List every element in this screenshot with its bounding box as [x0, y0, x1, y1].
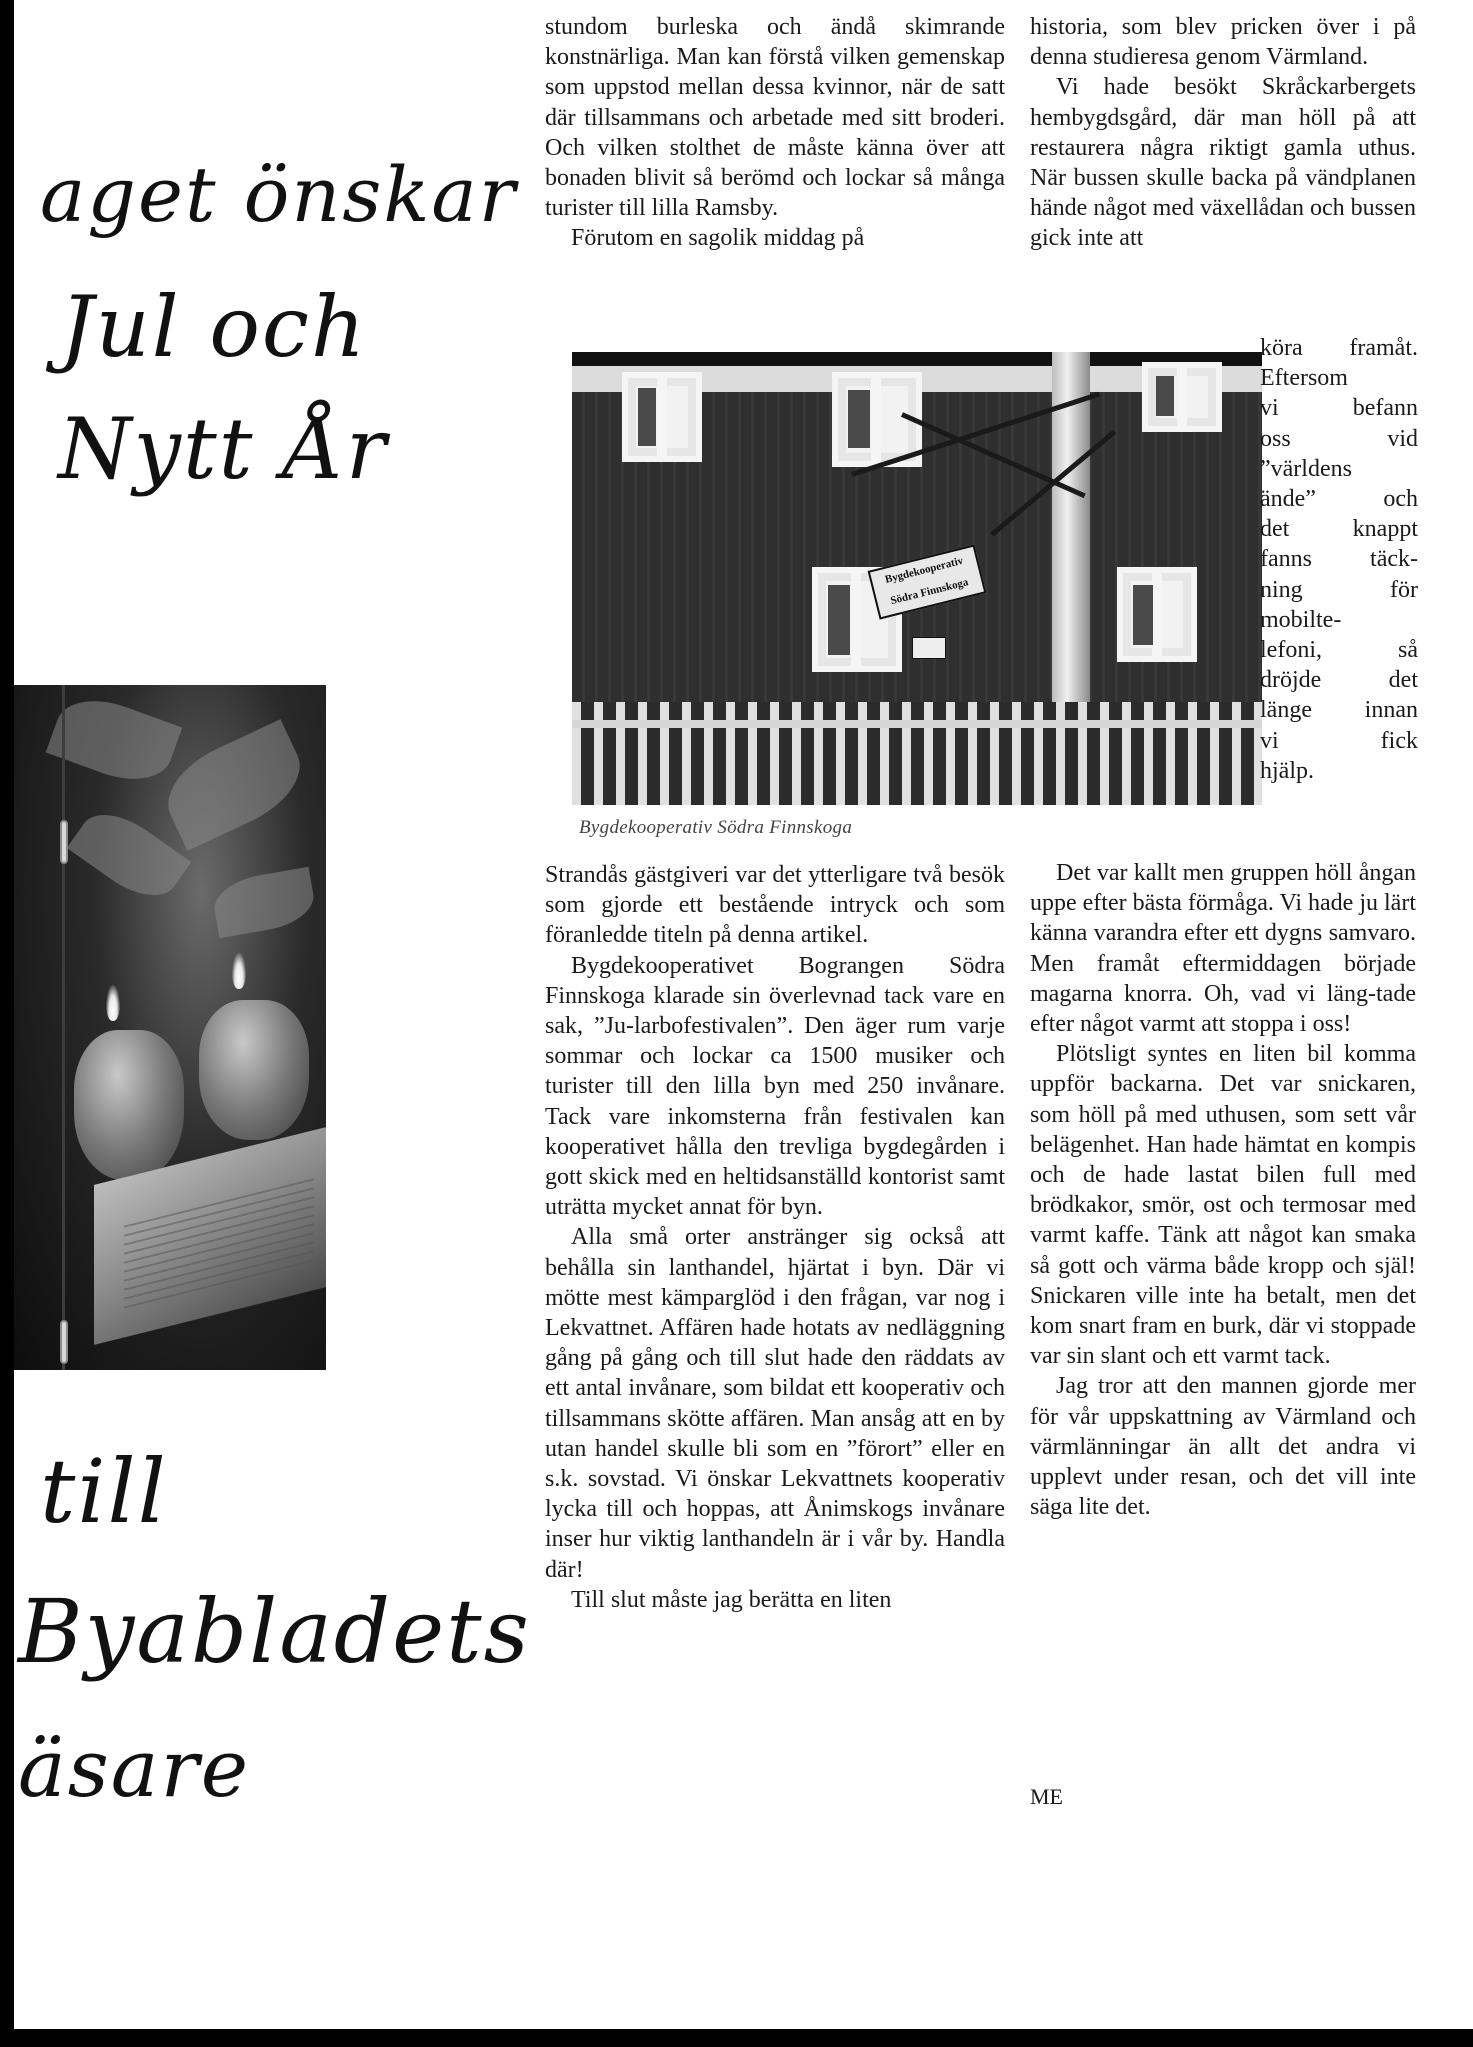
paragraph: Jag tror att den mannen gjorde mer för vår uppskattning av Värmland och värmlänningar än allt det andra vi upplevt under resan, och det vill inte säga lite det.	[1030, 1373, 1416, 1521]
page-bottom-edge	[0, 2029, 1473, 2047]
text-line: mobilte-	[1260, 606, 1342, 633]
text-line: vi fick	[1260, 727, 1418, 754]
staple-bottom	[60, 1320, 68, 1364]
cooperative-sign: Bygdekooperativ Södra Finnskoga	[868, 544, 987, 619]
page-spine-edge	[0, 0, 14, 2047]
paragraph: Strandås gästgiveri var det ytterligare två besök som gjorde ett bestående intryck och som föranledde titeln på denna artikel.	[545, 862, 1005, 949]
greeting-line-4: till	[40, 1440, 168, 1543]
article-column-1-top	[545, 12, 1005, 254]
text-line: Eftersom	[1260, 365, 1348, 392]
text-line: ”världens	[1260, 455, 1352, 482]
text-line: dröjde det	[1260, 667, 1418, 694]
text-line: ning för	[1260, 576, 1418, 603]
text-line: hjälp.	[1260, 757, 1314, 784]
greeting-line-5: Byabladets	[18, 1580, 531, 1683]
greeting-line-1: aget önskar	[40, 150, 518, 239]
paragraph: Vi hade besökt Skråckarbergets hembygdsgård, där man höll på att restaurera några riktigt gamla uthus. När bussen skulle backa på vändplanen hände något med växellådan och bussen gick inte att	[1030, 74, 1416, 252]
candle-photo	[14, 685, 326, 1370]
greeting-line-6: äsare	[18, 1722, 251, 1815]
article-column-2-bottom	[1030, 858, 1416, 1522]
paragraph: Plötsligt syntes en liten bil komma uppför backarna. Det var snickaren, som höll på med uthusen, som sett vår belägenhet. Han hade hämtat en kompis och de hade lastat bilen full med brödkakor, smör, ost och termosar med varmt kaffe. Tänk att något kan smaka så gott och värma både kropp och själ! Snickaren ville inte ha betalt, men det kom snart fram en burk, där vi stoppade var sin slant och ett varmt tack.	[1030, 1041, 1416, 1370]
paragraph: Det var kallt men gruppen höll ångan uppe efter bästa förmåga. Vi hade ju lärt känna varandra efter ett dygns samvaro. Men framåt eftermiddagen började magarna knorra. Oh, vad vi läng-tade efter något varmt att stoppa i oss!	[1030, 860, 1416, 1038]
paragraph: historia, som blev pricken över i på denna studieresa genom Värmland.	[1030, 14, 1416, 71]
page-fold	[62, 685, 65, 1370]
text-line: vi befann	[1260, 395, 1418, 422]
paragraph: stundom burleska och ändå skimrande konstnärliga. Man kan förstå vilken gemenskap som uppstod mellan dessa kvinnor, när de satt där tillsammans och arbetade med sitt broderi. Och vilken stolthet de måste känna över att bonaden blivit så berömd och lockar så många turister till lilla Ramsby.	[545, 14, 1005, 222]
greeting-line-2: Jul och	[60, 278, 368, 376]
paragraph: Bygdekooperativet Bograngen Södra Finnskoga klarade sin överlevnad tack vare en sak, ”Ju-larbofestivalen”. Den äger rum varje sommar och lockar ca 1500 musiker och turister till den lilla byn med 250 invånare. Tack vare inkomsterna från festivalen kan kooperativet hålla den trevliga bygdegården i gott skick med en heltidsanställd kontorist samt uträtta mycket annat för byn.	[545, 952, 1005, 1221]
paragraph: Till slut måste jag berätta en liten	[571, 1586, 892, 1613]
paragraph: Förutom en sagolik middag på	[571, 225, 865, 252]
article-column-2-narrow	[1260, 333, 1418, 786]
greeting-line-3: Nytt År	[58, 400, 388, 498]
text-line: oss vid	[1260, 425, 1418, 452]
cabin-photo	[572, 352, 1262, 805]
text-line: ände” och	[1260, 486, 1418, 513]
text-line: länge innan	[1260, 697, 1418, 724]
paragraph: Alla små orter anstränger sig också att behålla sin lanthandel, hjärtat i byn. Där vi mötte mest kämparglöd i den frågan, var nog i Lekvattnet. Affären hade hotats av nedläggning gång på gång och till slut hade den räddats av ett antal invånare, som bildat ett kooperativ och tillsammans skötte affären. Man ansåg att en by utan handel skulle bli som en ”förort” eller en s.k. sovstad. Vi önskar Lekvattnets kooperativ lycka till och hoppas, att Ånimskogs invånare inser hur viktig lanthandeln är i vår by. Handla där!	[545, 1224, 1005, 1583]
text-line: fanns täck-	[1260, 546, 1418, 573]
text-line: det knappt	[1260, 516, 1418, 543]
text-line: lefoni, så	[1260, 637, 1418, 664]
staple-top	[60, 820, 68, 864]
photo-caption: Bygdekooperativ Södra Finnskoga	[579, 817, 853, 838]
article-column-1-bottom	[545, 860, 1005, 1615]
article-column-2-top	[1030, 12, 1416, 254]
author-signature: ME	[1030, 1784, 1063, 1809]
text-line: köra framåt.	[1260, 335, 1418, 361]
